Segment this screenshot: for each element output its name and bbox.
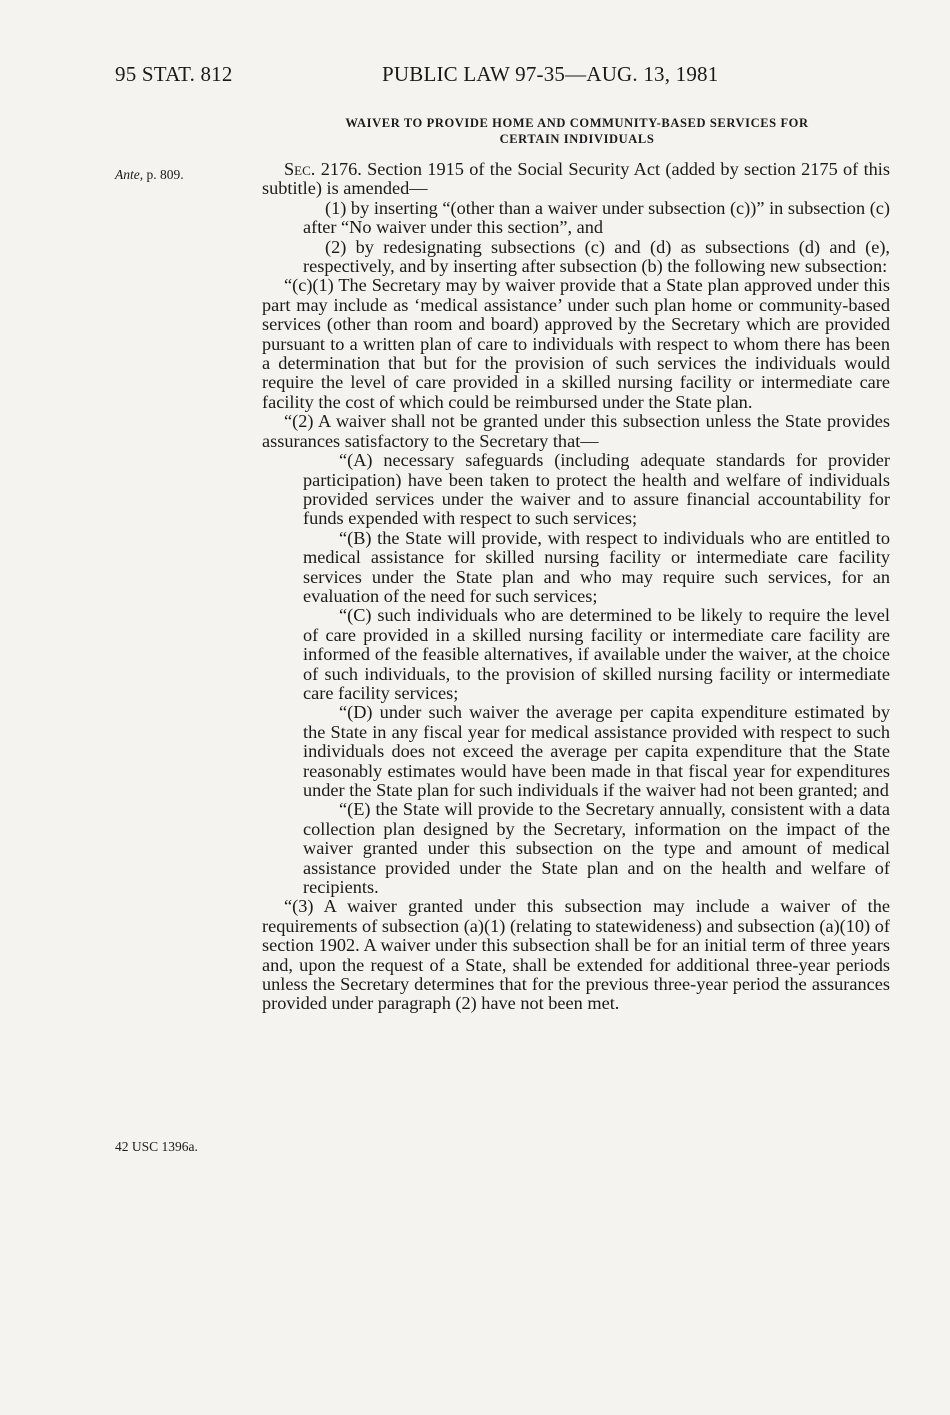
margin-note-ante (115, 166, 184, 184)
amendment-item-1: (1) by inserting “(other than a waiver under subsection (c))” in subsection (c) after “No waiver under this section”, and (303, 197, 890, 238)
subsection-c2: “(2) A waiver shall not be granted under this subsection unless the State provides assurances satisfactory to the Secretary that— (262, 411, 890, 451)
section-intro-text: 2176. Section 1915 of the Social Security Act (added by section 2175 of this subtitle) is amended— (262, 159, 890, 199)
subsection-c1: “(c)(1) The Secretary may by waiver provide that a State plan approved under this part may include as ‘medical assistance’ under such plan home or community-based services (other than room and board) approved by the Secretary which are provided pursuant to a written plan of care to individuals with respect to whom there has been a determination that but for the provision of such services the individuals would require the level of care provided in a skilled nursing facility or intermediate care facility the cost of which could be reimbursed under the State plan. (262, 275, 890, 412)
section-heading-line2: CERTAIN INDIVIDUALS (499, 132, 655, 146)
stat-page-reference: 95 STAT. 812 (115, 62, 233, 86)
subparagraph-e: “(E) the State will provide to the Secretary annually, consistent with a data collection plan designed by the Secretary, information on the impact of the waiver granted under this subsection on the type and amount of medical assistance provided under the State plan and on the health and welfare of recipients. (303, 799, 890, 898)
section-heading (266, 115, 888, 147)
public-law-title: PUBLIC LAW 97-35—AUG. 13, 1981 (382, 62, 719, 86)
section-label: Sec. (284, 159, 316, 179)
statute-body (262, 160, 890, 1014)
subparagraph-c: “(C) such individuals who are determined to be likely to require the level of care provided in a skilled nursing facility or intermediate care facility are informed of the feasible alternatives, if available under the waiver, at the choice of such individuals, to the provision of skilled nursing facility or intermediate care facility services; (303, 605, 890, 703)
subparagraph-b: “(B) the State will provide, with respect to individuals who are entitled to medical assistance for skilled nursing facility or intermediate care facility services under the State plan and who may require such services, for an evaluation of the need for such services; (303, 527, 890, 606)
margin-note-ante-page: p. 809. (146, 167, 184, 182)
margin-note-ante-label: Ante, (115, 167, 144, 182)
subparagraph-a: “(A) necessary safeguards (including adequate standards for provider participation) have been taken to protect the health and welfare of individuals provided services under the waiver and to assure financial accountability for funds expended with respect to such services; (303, 450, 890, 529)
margin-note-usc: 42 USC 1396a. (115, 1139, 198, 1154)
subsection-c3: “(3) A waiver granted under this subsection may include a waiver of the requirements of subsection (a)(1) (relating to statewideness) and subsection (a)(10) of section 1902. A waiver under this subsection shall be for an initial term of three years and, upon the request of a State, shall be extended for additional three-year periods unless the Secretary determines that for the previous three-year period the assurances provided under paragraph (2) have not been met. (262, 896, 890, 1014)
section-intro (262, 160, 890, 199)
section-heading-line1: WAIVER TO PROVIDE HOME AND COMMUNITY-BASED SERVICES FOR (345, 116, 809, 130)
amendment-item-2: (2) by redesignating subsections (c) and (d) as subsections (d) and (e), respectively, and by inserting after subsection (b) the following new subsection: (303, 236, 890, 277)
subparagraph-d: “(D) under such waiver the average per capita expenditure estimated by the State in any fiscal year for medical assistance provided with respect to such individuals does not exceed the average per capita expenditure that the State reasonably estimates would have been made in that fiscal year for expenditures under the State plan for such individuals if the waiver had not been granted; and (303, 702, 890, 800)
